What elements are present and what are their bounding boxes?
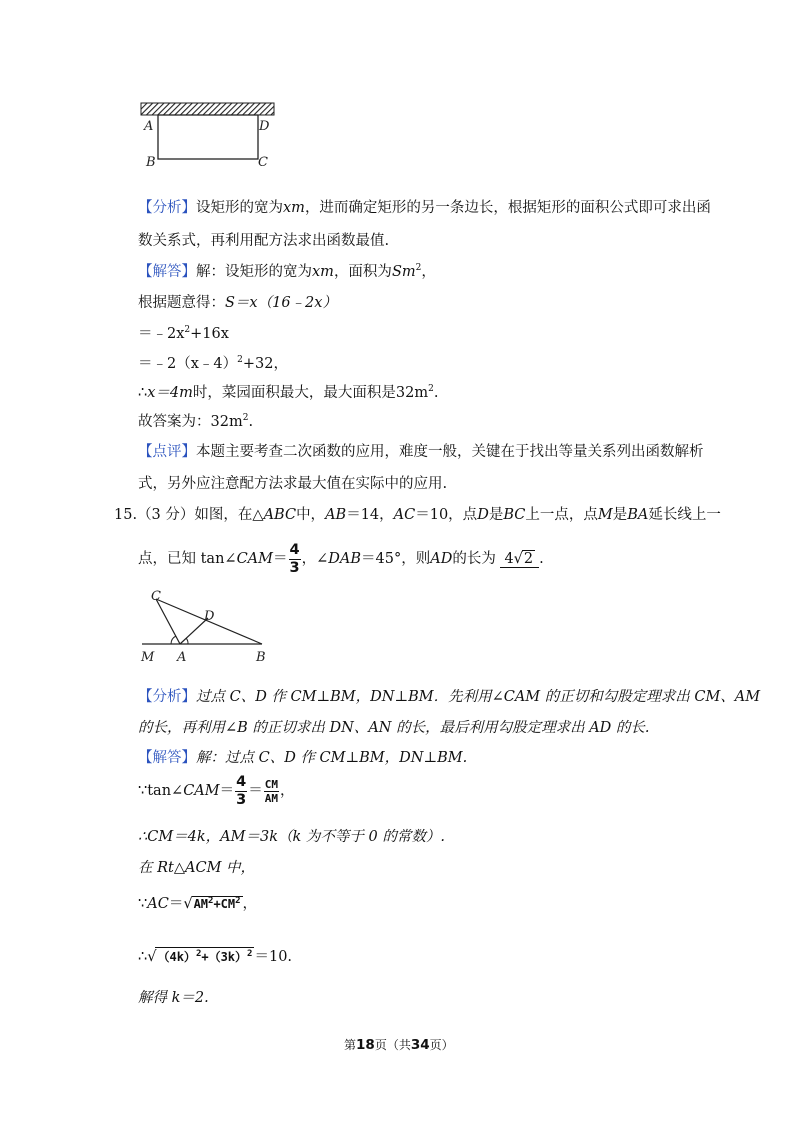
q14-line4: ＝﹣2（x﹣4）$^2$+32，: [138, 355, 288, 372]
q14-line5: ∴x＝4m时，菜园面积最大，最大面积是$32m^2$.: [138, 384, 439, 401]
fraction-4-3: $\frac{4}{3}$: [236, 774, 247, 808]
page-footer: 第18页（共34页）: [344, 1037, 454, 1053]
q15-step2: ∴CM＝4k，AM＝3k（k 为不等于 0 的常数）.: [138, 829, 445, 845]
answer-tag: 【解答】: [138, 264, 196, 280]
radical-am-cm: $AM^2+CM^2$: [193, 896, 241, 911]
label-c: C: [151, 589, 161, 604]
angle-mark-dab: [186, 638, 188, 644]
question-number: 15.: [114, 507, 138, 523]
q14-analysis-line1: 【分析】设矩形的宽为xm，进而确定矩形的另一条边长，根据矩形的面积公式即可求出函: [138, 200, 711, 216]
q15-stem-line2: 点，已知 tan∠CAM＝ $\frac{4}{3}$ ，∠DAB＝45°，则AD的长为 4√2 .: [138, 542, 544, 576]
wall-hatch: [141, 103, 274, 115]
q15-step4: $\because AC=√AM^2+CM^2$ ，: [138, 896, 258, 912]
page-total: 34: [410, 1037, 430, 1053]
comment-tag: 【点评】: [138, 444, 196, 460]
q15-analysis-line1: 【分析】过点 C、D 作 CM⊥BM，DN⊥BM．先利用∠CAM 的正切和勾股定理求出 CM、AM: [138, 689, 761, 705]
q14-comment-line1: 【点评】本题主要考查二次函数的应用，难度一般，关键在于找出等量关系列出函数解析: [138, 444, 704, 460]
q14-line2: 根据题意得：S＝x（16﹣2x）: [138, 295, 337, 311]
answer-blank: 4√2: [500, 550, 539, 568]
label-a: A: [177, 650, 187, 664]
label-b: B: [256, 650, 266, 664]
label-d: D: [204, 609, 215, 624]
page-number: 18: [356, 1037, 375, 1053]
q14-answer-line1: 【解答】解：设矩形的宽为xm，面积为Sm$^2$，: [138, 263, 436, 280]
label-d: D: [259, 119, 270, 134]
q15-step1: ∵tan∠CAM＝ $\frac{4}{3}$ ＝ $\frac{CM}{AM}$ ，: [138, 774, 295, 808]
rectangle-figure: [138, 100, 283, 172]
q15-step3: 在 Rt△ACM 中，: [138, 860, 256, 876]
angle-mark-cam: [171, 636, 176, 644]
q15-step6: 解得 k＝2.: [138, 990, 209, 1006]
triangle-figure: [138, 588, 278, 664]
label-m: M: [141, 650, 155, 664]
q15-stem-line1: 15.（3 分）如图，在△ABC中，AB＝14，AC＝10，点D是BC上一点，点M是BA延长线上一: [114, 507, 721, 523]
fraction-cm-am: $\frac{CM}{AM}$: [264, 777, 278, 805]
q15-analysis-line2: 的长，再利用∠B 的正切求出 DN、AN 的长，最后利用勾股定理求出 AD 的长.: [138, 720, 650, 736]
segment-ca: [156, 599, 180, 644]
q14-comment-line2: 式，另外应注意配方法求最大值在实际中的应用.: [138, 476, 448, 492]
q15-step5: $\therefore√(4k)^2+(3k)^2 =10$.: [138, 949, 293, 965]
rectangle-abcd: [158, 115, 258, 159]
analysis-tag: 【分析】: [138, 689, 196, 705]
q14-line6: 故答案为：$32m^2$.: [138, 413, 254, 430]
answer-tag: 【解答】: [138, 750, 196, 766]
analysis-tag: 【分析】: [138, 200, 196, 216]
radical-4k-3k: $(4k)^2+(3k)^2$: [157, 949, 253, 964]
q15-answer-line1: 【解答】解：过点 C、D 作 CM⊥BM，DN⊥BM.: [138, 750, 468, 766]
label-b: B: [146, 155, 156, 170]
label-c: C: [258, 155, 268, 170]
tan-fraction: $\frac{4}{3}$: [289, 542, 300, 576]
q14-analysis-line2: 数关系式，再利用配方法求出函数最值.: [138, 233, 390, 249]
q14-line3: $=﹣2x^2+16x$: [138, 325, 229, 342]
label-a: A: [144, 119, 154, 134]
